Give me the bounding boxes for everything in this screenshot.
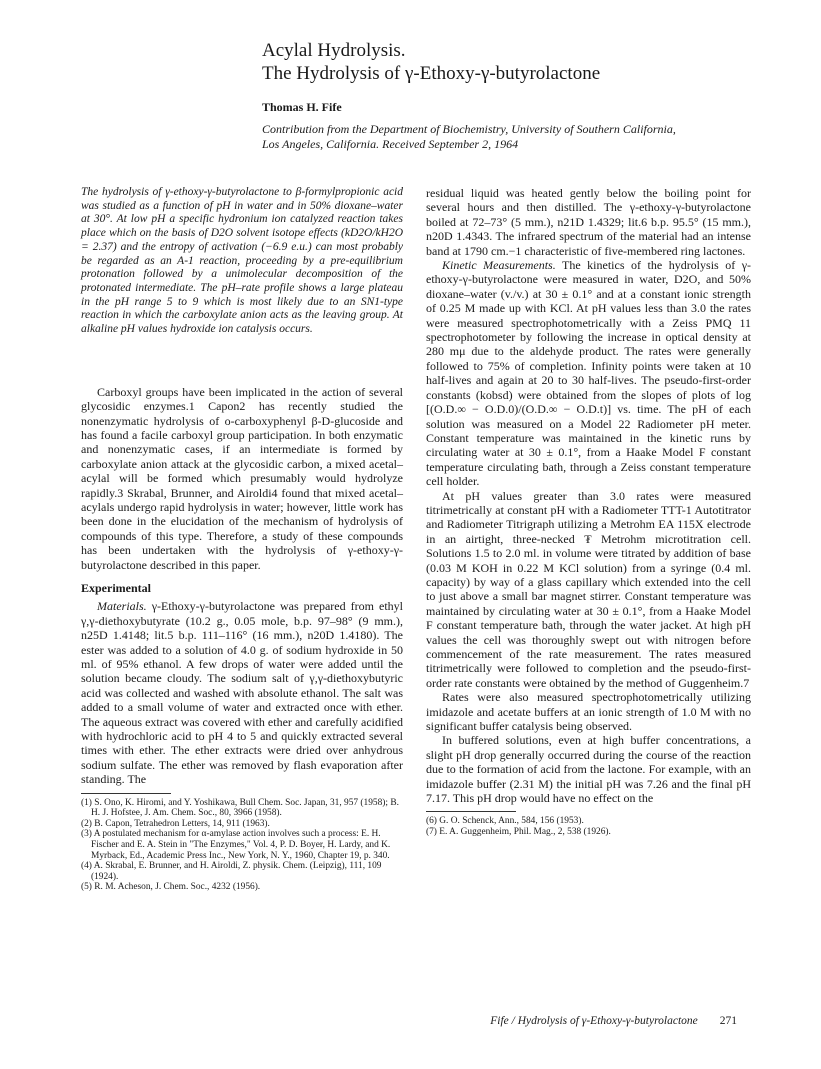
article-header bbox=[262, 40, 762, 152]
ph-drop-paragraph: In buffered solutions, even at high buffer concentrations, a slight pH drop generally occurred during the course of the reaction due to the formation of acid from the lactone. For example, with an imidazole buffer (2.31 M) the initial pH was 7.26 and the final pH 7.17. This pH drop would have no effect on the bbox=[426, 733, 751, 806]
section-heading-experimental: Experimental bbox=[81, 581, 151, 596]
author-name: Thomas H. Fife bbox=[262, 100, 342, 114]
materials-text: γ-Ethoxy-γ-butyrolactone was prepared from ethyl γ,γ-diethoxybutyrate (10.2 g., 0.05 mole, b.p. 97–98° (9 mm.), n25D 1.4148; lit.5 b.p. 111–116° (16 mm.), n20D 1.4180). The ester was added to a solution of 4.0 g. of sodium hydroxide in 50 ml. of 95% ethanol. A few drops of water were added until the solution became cloudy. The sodium salt of γ,γ-diethoxybutyric acid was collected and washed with absolute ethanol. The salt was added to a small volume of water and extracted once with ether. The aqueous extract was covered with ether and carefully acidified with hydrochloric acid to pH 4 to 5 and quickly extracted several times with ether. The ether extracts were dried over anhydrous sodium sulfate. The ether was removed by flash evaporation after standing. The bbox=[81, 599, 403, 787]
kinetic-runin-heading: Kinetic Measurements. bbox=[442, 258, 556, 273]
running-head: Fife / Hydrolysis of γ-Ethoxy-γ-butyrolactone bbox=[490, 1015, 698, 1027]
affiliation-line1: Contribution from the Department of Biochemistry, University of Southern California, bbox=[262, 122, 676, 136]
article-title-line1: Acylal Hydrolysis. bbox=[262, 40, 406, 61]
affiliation-line2: Los Angeles, California. Received September 2, 1964 bbox=[262, 137, 519, 151]
footnote-divider bbox=[81, 793, 171, 794]
materials-paragraph bbox=[81, 599, 403, 786]
kinetic-paragraph bbox=[426, 258, 751, 489]
titrimetric-paragraph: At pH values greater than 3.0 rates were measured titrimetrically at constant pH with a Radiometer TTT-1 Autotitrator and Radiometer Titrigraph utilizing a Metrohm EA 115X electrode in an airtight, three-necked ₮ Metrohm microtitration cell. Solutions 1.5 to 2.0 ml. in volume were titrated by addition of base (0.03 M KOH in 0.22 M KCl solution) from a syringe (0.4 ml. capacity) by way of a glass capillary which extended into the cell to just above a small bar magnet stirrer. Constant temperature was maintained by circulating water at 30 ± 0.1°, from a Haake Model F constant temperature bath, through the water jacket. At high pH values the cell was thoroughly swept out with nitrogen before commencement of the rate measurement. The rates measured titrimetrically were followed to completion and the pseudo-first-order rate constants were obtained by the method of Guggenheim.7 bbox=[426, 488, 751, 690]
affiliation bbox=[262, 122, 762, 152]
footnote-4: (4) A. Skrabal, E. Brunner, and H. Airoldi, Z. physik. Chem. (Leipzig), 111, 109 (1924). bbox=[81, 861, 382, 882]
footnote-6: (6) G. O. Schenck, Ann., 584, 156 (1953). bbox=[426, 816, 584, 827]
right-column bbox=[426, 186, 751, 838]
page-number: 271 bbox=[719, 1015, 737, 1027]
buffer-paragraph: Rates were also measured spectrophotometrically utilizing imidazole and acetate buffers at an ionic strength of 1.0 M with no significant buffer catalysis being observed. bbox=[426, 690, 751, 734]
kinetic-text: The kinetics of the hydrolysis of γ-ethoxy-γ-butyrolactone were measured in water, D2O, and 50% dioxane–water (v./v.) at 30 ± 0.1° and at a constant ionic strength of 0.25 M made up with KCl. At pH values less than 3.0 the rates were measured spectrophotometrically with a Zeiss PMQ 11 spectrophotometer by following the increase in optical density at 280 mμ due to the aldehyde product. The rates were generally followed to 75% of completion. Infinity points were taken at 10 half-lives and again at 20 to 30 half-lives. The pseudo-first-order constants (kobsd) were obtained from the slopes of plots of log [(O.D.∞ − O.D.0)/(O.D.∞ − O.D.t)] vs. time. The pH of each solution was measured on a Model 22 Radiometer pH meter. Constant temperature was maintained in the kinetic runs by circulating water at 30 ± 0.1°, from a Haake Model F constant temperature circulating bath, through a Zeiss constant temperature cell holder. bbox=[426, 258, 752, 489]
footnote-divider-right bbox=[426, 811, 516, 812]
footnote-3: (3) A postulated mechanism for α-amylase action involves such a process: E. H. Fischer and E. A. Stein in "The Enzymes," Vol. 4, P. D. Boyer, H. Lardy, and K. Myrback, Ed., Academic Press Inc., New York, N. Y., 1960, Chapter 19, p. 340. bbox=[81, 829, 391, 861]
continued-paragraph: residual liquid was heated gently below the boiling point for several hours and then distilled. The γ-ethoxy-γ-butyrolactone boiled at 72–73° (5 mm.), n21D 1.4329; lit.6 b.p. 95.5° (15 mm.), n20D 1.4343. The infrared spectrum of the material had an intense band at 1790 cm.−1 characteristic of five-membered ring lactones. bbox=[426, 186, 751, 258]
intro-paragraph: Carboxyl groups have been implicated in the action of several glycosidic enzymes.1 Capon2 has recently studied the nonenzymatic hydrolysis of o-carboxyphenyl β-D-glucoside and has found a facile carboxyl group participation. In both enzymatic and nonenzymatic cases, if an intermediate is formed by carboxylate anion attack at the glycosidic carbon, a mixed acetal–acylal will be formed which presumably would hydrolyze rapidly.3 Skrabal, Brunner, and Airoldi4 found that mixed acetal–acylals undergo rapid hydrolysis in water; however, little work has been done in the elucidation of the mechanism of hydrolysis of compounds of this type. Therefore, a study of these compounds has been undertaken with the hydrolysis of γ-ethoxy-γ-butyrolactone described in this paper. bbox=[81, 384, 403, 572]
article-title-line2: The Hydrolysis of γ-Ethoxy-γ-butyrolactone bbox=[262, 63, 601, 84]
footnote-1: (1) S. Ono, K. Hiromi, and Y. Yoshikawa, Bull Chem. Soc. Japan, 31, 957 (1958); B. H. J. Hofstee, J. Am. Chem. Soc., 80, 3966 (1958). bbox=[81, 797, 399, 819]
footnote-5: (5) R. M. Acheson, J. Chem. Soc., 4232 (1956). bbox=[81, 882, 261, 893]
page-footer bbox=[0, 1015, 737, 1027]
left-column bbox=[81, 186, 403, 893]
footnote-2: (2) B. Capon, Tetrahedron Letters, 14, 911 (1963). bbox=[81, 818, 270, 829]
materials-runin-heading: Materials. bbox=[97, 599, 147, 614]
footnote-7: (7) E. A. Guggenheim, Phil. Mag., 2, 538 (1926). bbox=[426, 827, 611, 838]
abstract: The hydrolysis of γ-ethoxy-γ-butyrolactone to β-formylpropionic acid was studied as a function of pH in water and in 50% dioxane–water at 30°. At low pH a specific hydronium ion catalyzed reaction takes place which on the basis of D2O solvent isotope effects (kD2O/kH2O = 2.37) and the entropy of activation (−6.9 e.u.) can most probably be regarded as an A-1 reaction, proceeding by a pre-equilibrium protonation followed by a unimolecular decomposition of the protonated intermediate. The pH–rate profile shows a large plateau in the pH range 5 to 9 which is most likely due to an SN1-type reaction in which the carboxylate anion acts as the leaving group. At alkaline pH values hydroxide ion catalysis occurs. bbox=[81, 186, 403, 336]
